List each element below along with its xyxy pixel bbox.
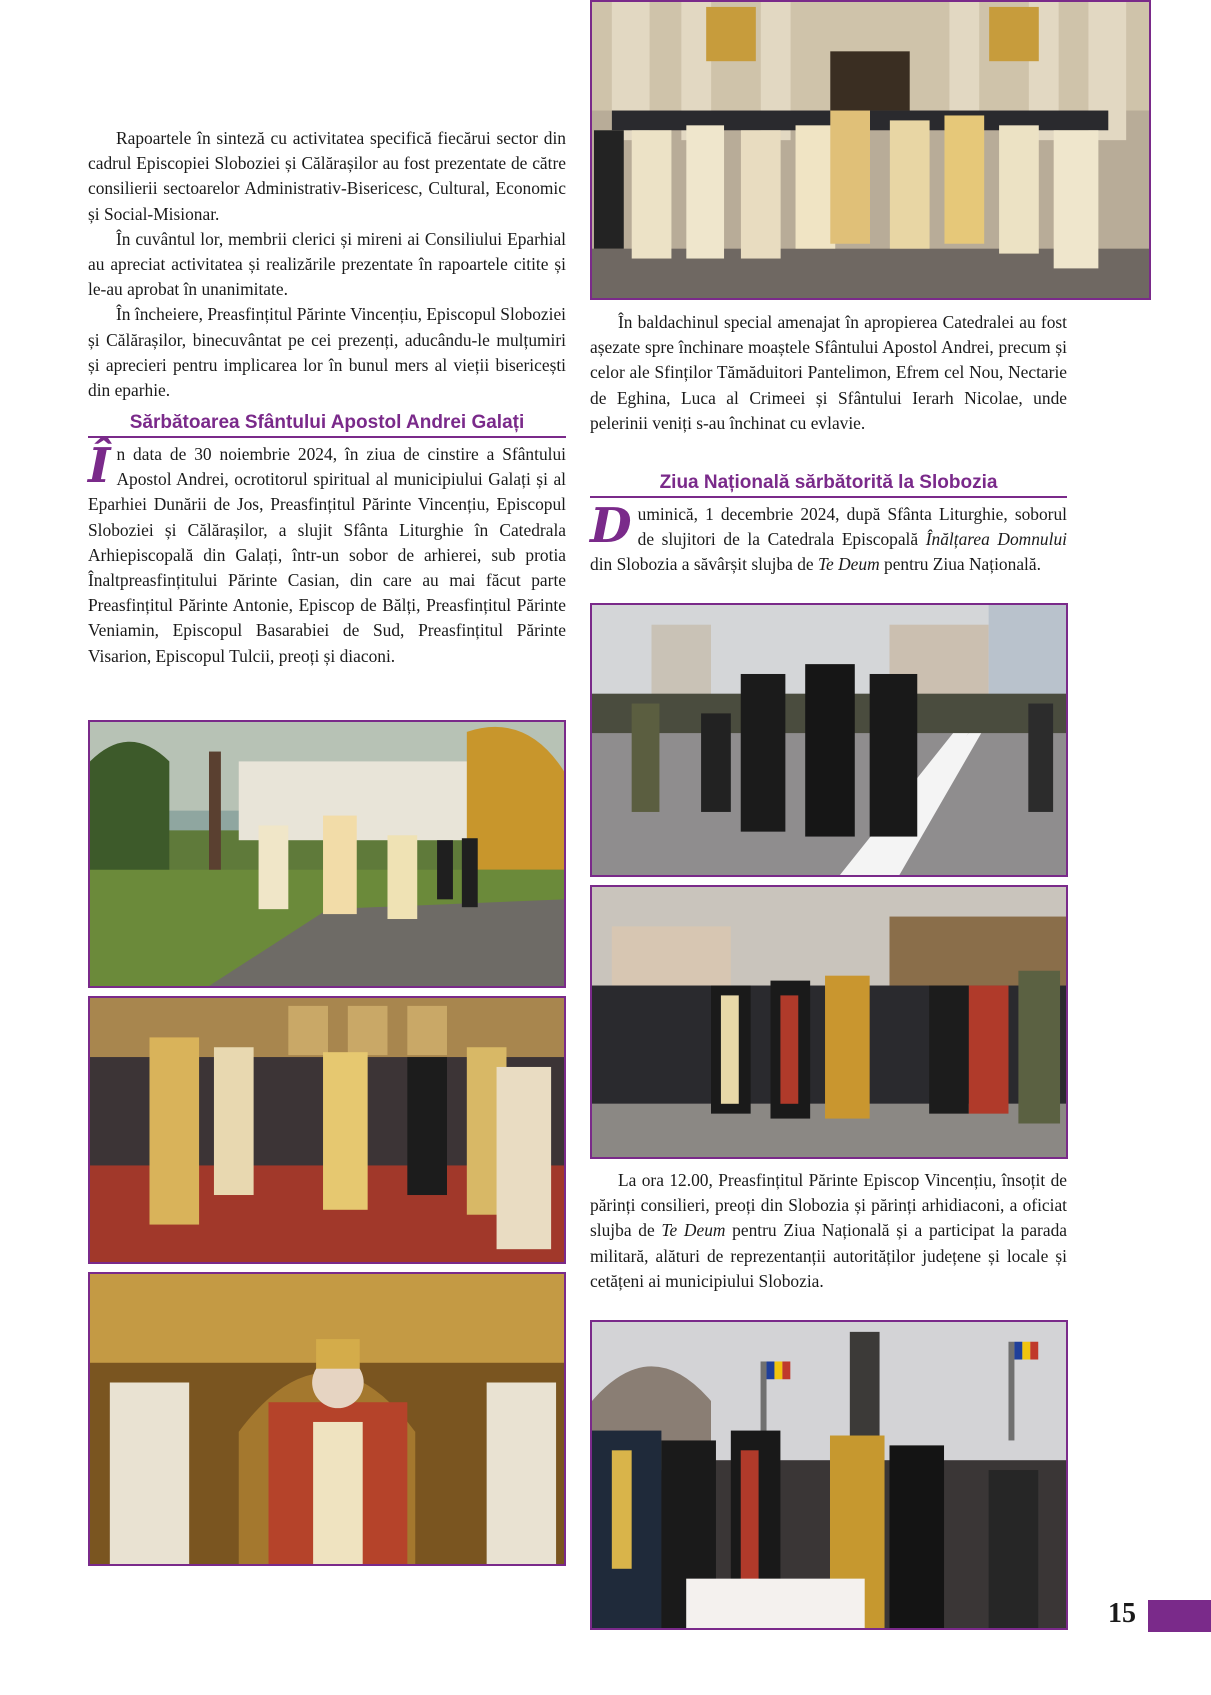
paragraph-relics: În baldachinul special amenajat în apropierea Catedralei au fost așezate spre închinare moaștele Sfântului Apostol Andrei, precum și celor ale Sfinților Tămăduitori Pantelimon, Efrem cel Nou, Nectarie de Eghina, Luca al Crimeei și Sfântului Ierarh Nicolae, unde pelerinii veniți s-au închinat cu evlavie.: [590, 312, 1067, 433]
dropcap-i: Î: [88, 438, 111, 494]
national-day-italic-church: Înălțarea Domnului: [925, 529, 1067, 550]
right-column-national-day-text: [590, 498, 1067, 578]
te-deum-italic: Te Deum: [661, 1220, 726, 1241]
left-column-andrew-text: [88, 438, 566, 669]
te-deum-start: La ora 12.00, Preasfințitul Părinte Episcop Vincențiu, însoțit de părinți consilieri, preoți din Slobozia și părinți arhidiaconi, a oficiat slujba de: [590, 1170, 1067, 1241]
photo-liturgy-cathedral: [88, 996, 566, 1264]
photo-procession-garden: [88, 720, 566, 988]
national-day-end: pentru Ziua Națională.: [879, 554, 1041, 575]
photo-cathedral-group: [590, 0, 1151, 300]
paragraph-saint-andrew: [88, 438, 566, 669]
photo-bishop-blessing: [88, 1272, 566, 1566]
heading-national-day: Ziua Națională sărbătorită la Slobozia: [590, 472, 1067, 498]
paragraph-te-deum: [590, 1168, 1067, 1294]
heading-saint-andrew: Sărbătoarea Sfântului Apostol Andrei Galați: [88, 412, 566, 438]
national-day-italic-te-deum: Te Deum: [817, 554, 880, 575]
dropcap-d: D: [590, 498, 632, 554]
page-accent-bar: [1148, 1600, 1211, 1632]
right-column-te-deum-text: [590, 1168, 1067, 1294]
paragraph-national-day: [590, 498, 1067, 578]
paragraph-council: În cuvântul lor, membrii clerici și mireni ai Consiliului Eparhial au apreciat activitatea și realizările prezentate în rapoartele citite și le-au aprobat în unanimitate.: [88, 228, 566, 300]
national-day-mid: din Slobozia a săvârșit slujba de: [590, 554, 818, 575]
paragraph-conclusion: În încheiere, Preasfințitul Părinte Vincențiu, Episcopul Sloboziei și Călărașilor, binecuvântat pe cei prezenți, aducându-le mulțumiri și aprecieri pentru implicarea lor în bunul mers al vieții bisericești din eparhie.: [88, 304, 566, 401]
national-day-start: uminică, 1 decembrie 2024, după Sfânta Liturghie, soborul de slujitori de la Catedrala Episcopală: [637, 504, 1067, 550]
photo-street-procession: [590, 603, 1068, 877]
photo-clergy-square: [590, 885, 1068, 1159]
paragraph-reports: Rapoartele în sinteză cu activitatea specifică fiecărui sector din cadrul Episcopiei Sloboziei și Călărașilor au fost prezentate de către consilierii sectoarelor Administrativ-Bisericesc, Cultural, Economic și Social-Misionar.: [88, 128, 566, 224]
paragraph-saint-andrew-text: n data de 30 noiembrie 2024, în ziua de cinstire a Sfântului Apostol Andrei, ocrotitorul spiritual al municipiului Galați și al Eparhiei Dunării de Jos, Preasfințitul Părinte Vincențiu, Episcopul Sloboziei și Călărașilor, a slujit Sfânta Liturghie în Catedrala Arhiepiscopală din Galați, într-un sobor de arhierei, sub protia Înaltpreasfințitului Părinte Casian, din care au mai făcut parte Preasfințitul Părinte Antonie, Episcop de Bălți, Preasfințitul Părinte Veniamin, Episcopul Basarabiei de Sud, Preasfințitul Părinte Visarion, Episcopul Tulcii, preoți și diaconi.: [88, 444, 566, 666]
page-number: 15: [1108, 1598, 1136, 1629]
te-deum-end: pentru Ziua Națională și a participat la parada militară, alături de reprezentanții autorităților județene și locale și cetățeni ai municipiului Slobozia.: [590, 1220, 1067, 1291]
right-column-relics-text: [590, 310, 1067, 436]
left-column-text: [88, 126, 566, 403]
photo-monument-service: [590, 1320, 1068, 1630]
